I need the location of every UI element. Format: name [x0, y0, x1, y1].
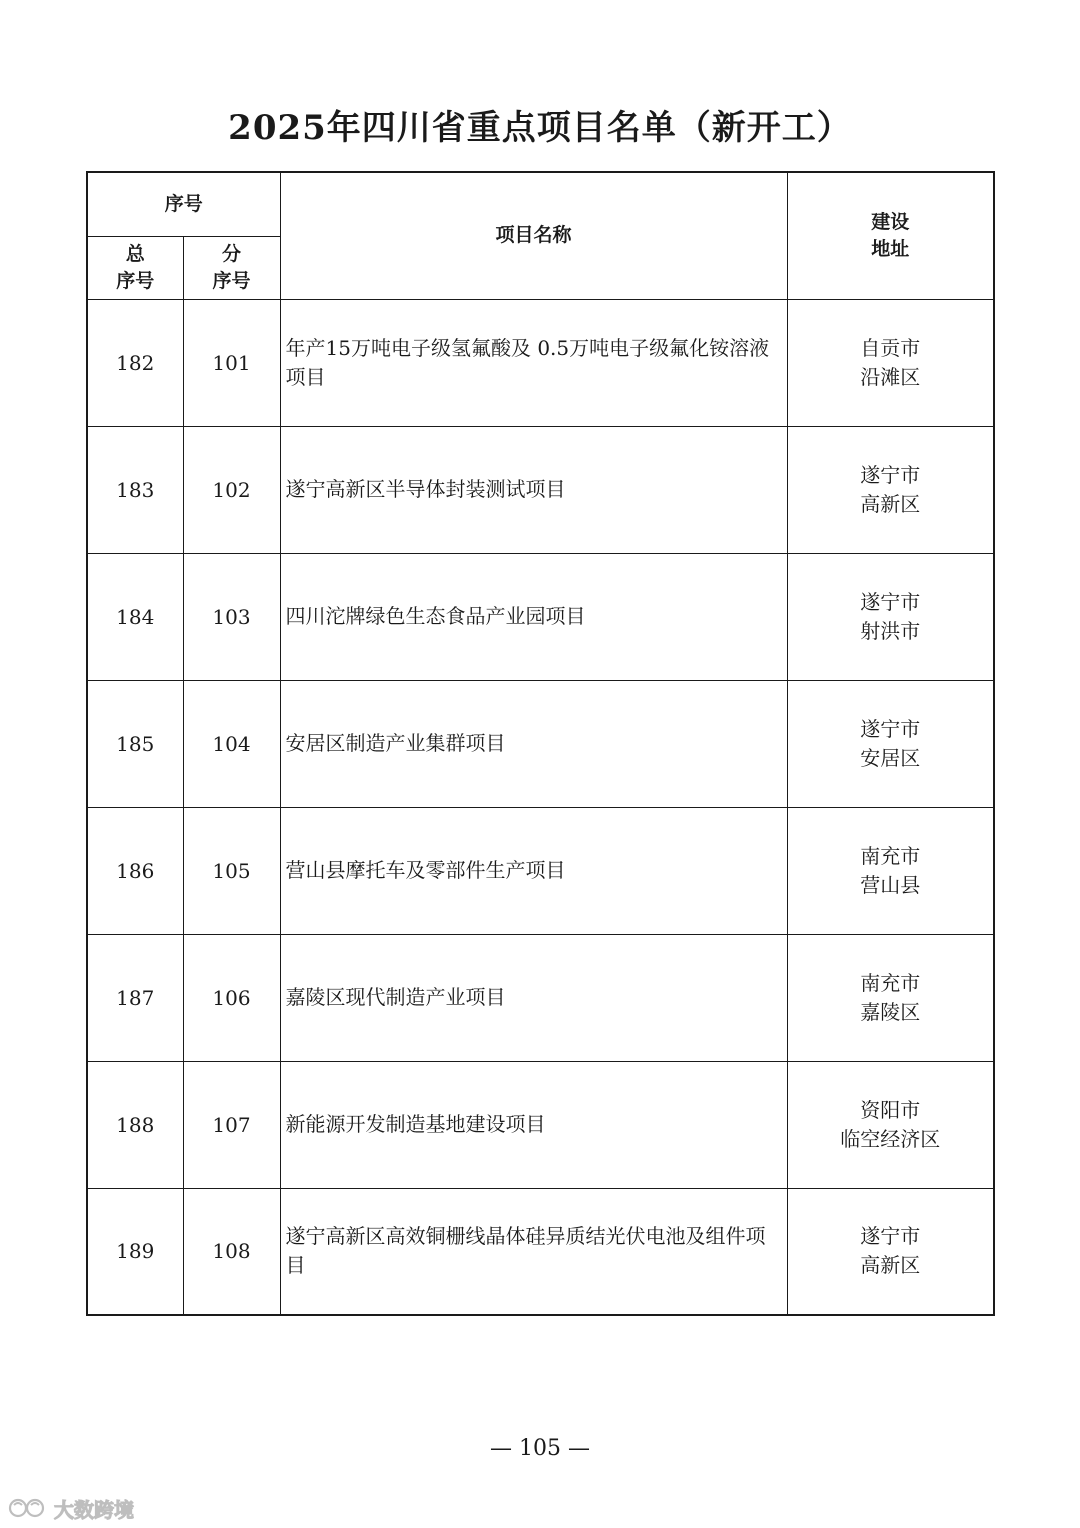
- location-cell: [787, 680, 994, 807]
- header-total-seq-line-2: 序号: [116, 269, 155, 292]
- location-district: 安居区: [860, 745, 921, 770]
- total-seq-cell: 184: [87, 553, 183, 680]
- page-number: — 105 —: [490, 1436, 590, 1461]
- location-city: 自贡市: [860, 335, 921, 360]
- project-name-cell: 安居区制造产业集群项目: [280, 680, 787, 807]
- project-name-cell: 营山县摩托车及零部件生产项目: [280, 807, 787, 934]
- table-header: [87, 172, 994, 299]
- location-city: 遂宁市: [860, 462, 921, 487]
- header-sub-seq: [183, 236, 280, 299]
- location-city: 南充市: [860, 970, 921, 995]
- location-city: 遂宁市: [860, 716, 921, 741]
- header-total-seq-line-1: 总: [125, 242, 145, 265]
- header-location-line-1: 建设: [871, 210, 910, 233]
- location-cell: [787, 553, 994, 680]
- total-seq-cell: 186: [87, 807, 183, 934]
- header-sub-seq-line-2: 序号: [212, 269, 251, 292]
- total-seq-cell: 187: [87, 934, 183, 1061]
- table-row: [87, 426, 994, 553]
- location-cell: [787, 299, 994, 426]
- sub-seq-cell: 107: [183, 1061, 280, 1188]
- watermark-text: 大数跨境: [54, 1497, 134, 1522]
- table-row: [87, 807, 994, 934]
- location-city: 遂宁市: [860, 1224, 921, 1249]
- sub-seq-cell: 106: [183, 934, 280, 1061]
- location-cell: [787, 807, 994, 934]
- table-row: [87, 680, 994, 807]
- sub-seq-cell: 104: [183, 680, 280, 807]
- sub-seq-cell: 102: [183, 426, 280, 553]
- watermark: [8, 1494, 134, 1522]
- sub-seq-cell: 103: [183, 553, 280, 680]
- project-name-cell: 遂宁高新区高效铜栅线晶体硅异质结光伏电池及组件项目: [280, 1188, 787, 1315]
- project-name-cell: 新能源开发制造基地建设项目: [280, 1061, 787, 1188]
- total-seq-cell: 189: [87, 1188, 183, 1315]
- sub-seq-cell: 101: [183, 299, 280, 426]
- location-district: 沿滩区: [860, 364, 921, 389]
- table-row: [87, 299, 994, 426]
- project-table: [86, 171, 995, 1316]
- location-cell: [787, 1188, 994, 1315]
- location-district: 高新区: [860, 491, 921, 516]
- table-row: [87, 1188, 994, 1315]
- page-title: 2025年四川省重点项目名单（新开工）: [228, 108, 852, 148]
- location-district: 营山县: [860, 872, 921, 897]
- location-cell: [787, 934, 994, 1061]
- location-city: 资阳市: [860, 1097, 921, 1122]
- total-seq-cell: 188: [87, 1061, 183, 1188]
- location-district: 临空经济区: [840, 1126, 941, 1151]
- header-project-name: 项目名称: [280, 172, 787, 299]
- location-city: 南充市: [860, 843, 921, 868]
- project-name-cell: 年产15万吨电子级氢氟酸及 0.5万吨电子级氟化铵溶液项目: [280, 299, 787, 426]
- location-city: 遂宁市: [860, 589, 921, 614]
- project-name-cell: 遂宁高新区半导体封装测试项目: [280, 426, 787, 553]
- header-sub-seq-line-1: 分: [222, 242, 242, 265]
- location-cell: [787, 426, 994, 553]
- location-district: 高新区: [860, 1253, 921, 1278]
- table-row: [87, 934, 994, 1061]
- table-body: [87, 299, 994, 1315]
- header-location-line-2: 地址: [871, 237, 910, 260]
- total-seq-cell: 183: [87, 426, 183, 553]
- location-cell: [787, 1061, 994, 1188]
- location-district: 射洪市: [860, 618, 921, 643]
- location-district: 嘉陵区: [860, 999, 921, 1024]
- header-location: [787, 172, 994, 299]
- table-row: [87, 553, 994, 680]
- project-name-cell: 四川沱牌绿色生态食品产业园项目: [280, 553, 787, 680]
- table-row: [87, 1061, 994, 1188]
- project-name-cell: 嘉陵区现代制造产业项目: [280, 934, 787, 1061]
- header-total-seq: [87, 236, 183, 299]
- sub-seq-cell: 105: [183, 807, 280, 934]
- watermark-logo-icon: [8, 1495, 50, 1521]
- total-seq-cell: 182: [87, 299, 183, 426]
- sub-seq-cell: 108: [183, 1188, 280, 1315]
- total-seq-cell: 185: [87, 680, 183, 807]
- header-seq-group: 序号: [87, 172, 280, 236]
